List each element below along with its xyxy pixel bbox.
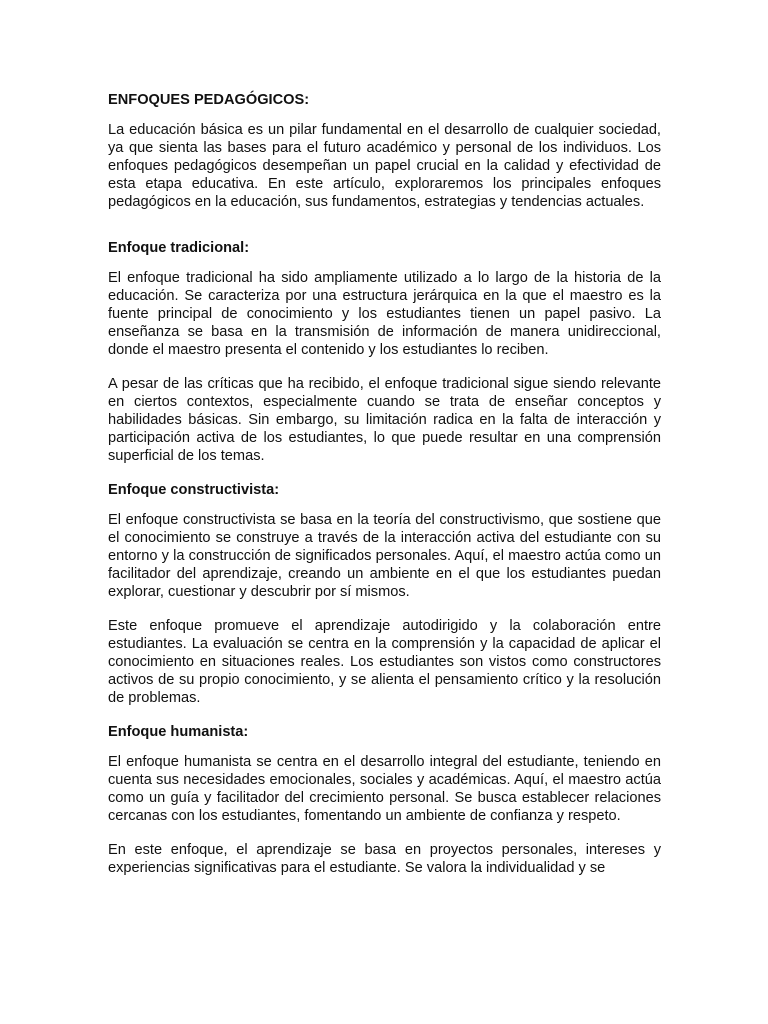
document-page bbox=[108, 91, 661, 893]
paragraph: El enfoque humanista se centra en el desarrollo integral del estudiante, teniendo en cuenta sus necesidades emocionales, sociales y académicas. Aquí, el maestro actúa como un guía y facilitador del crecimiento personal. Se busca establecer relaciones cercanas con los estudiantes, fomentando un ambiente de confianza y respeto. bbox=[108, 754, 661, 824]
section-heading-humanista: Enfoque humanista: bbox=[108, 724, 249, 740]
section-heading-tradicional: Enfoque tradicional: bbox=[108, 240, 250, 256]
paragraph: En este enfoque, el aprendizaje se basa en proyectos personales, intereses y experiencias significativas para el estudiante. Se valora la individualidad y se bbox=[108, 842, 661, 876]
paragraph: Este enfoque promueve el aprendizaje autodirigido y la colaboración entre estudiantes. La evaluación se centra en la comprensión y la capacidad de aplicar el conocimiento en situaciones reales. Los estudiantes son vistos como constructores activos de su propio conocimiento, y se alienta el pensamiento crítico y la resolución de problemas. bbox=[108, 618, 661, 706]
paragraph: A pesar de las críticas que ha recibido, el enfoque tradicional sigue siendo relevante en ciertos contextos, especialmente cuando se trata de enseñar conceptos y habilidades básicas. Sin embargo, su limitación radica en la falta de interacción y participación activa de los estudiantes, lo que puede resultar en una comprensión superficial de los temas. bbox=[108, 376, 661, 464]
document-title: ENFOQUES PEDAGÓGICOS: bbox=[108, 92, 310, 108]
section-heading-constructivista: Enfoque constructivista: bbox=[108, 482, 280, 498]
intro-paragraph: La educación básica es un pilar fundamental en el desarrollo de cualquier sociedad, ya que sienta las bases para el futuro académico y personal de los individuos. Los enfoques pedagógicos desempeñan un papel crucial en la calidad y efectividad de esta etapa educativa. En este artículo, exploraremos los principales enfoques pedagógicos en la educación, sus fundamentos, estrategias y tendencias actuales. bbox=[108, 122, 661, 210]
paragraph: El enfoque tradicional ha sido ampliamente utilizado a lo largo de la historia de la educación. Se caracteriza por una estructura jerárquica en la que el maestro es la fuente principal de conocimiento y los estudiantes tienen un papel pasivo. La enseñanza se basa en la transmisión de información de manera unidireccional, donde el maestro presenta el contenido y los estudiantes lo reciben. bbox=[108, 270, 661, 358]
paragraph: El enfoque constructivista se basa en la teoría del constructivismo, que sostiene que el conocimiento se construye a través de la interacción activa del estudiante con su entorno y la construcción de significados personales. Aquí, el maestro actúa como un facilitador del aprendizaje, creando un ambiente en el que los estudiantes puedan explorar, cuestionar y descubrir por sí mismos. bbox=[108, 512, 661, 600]
